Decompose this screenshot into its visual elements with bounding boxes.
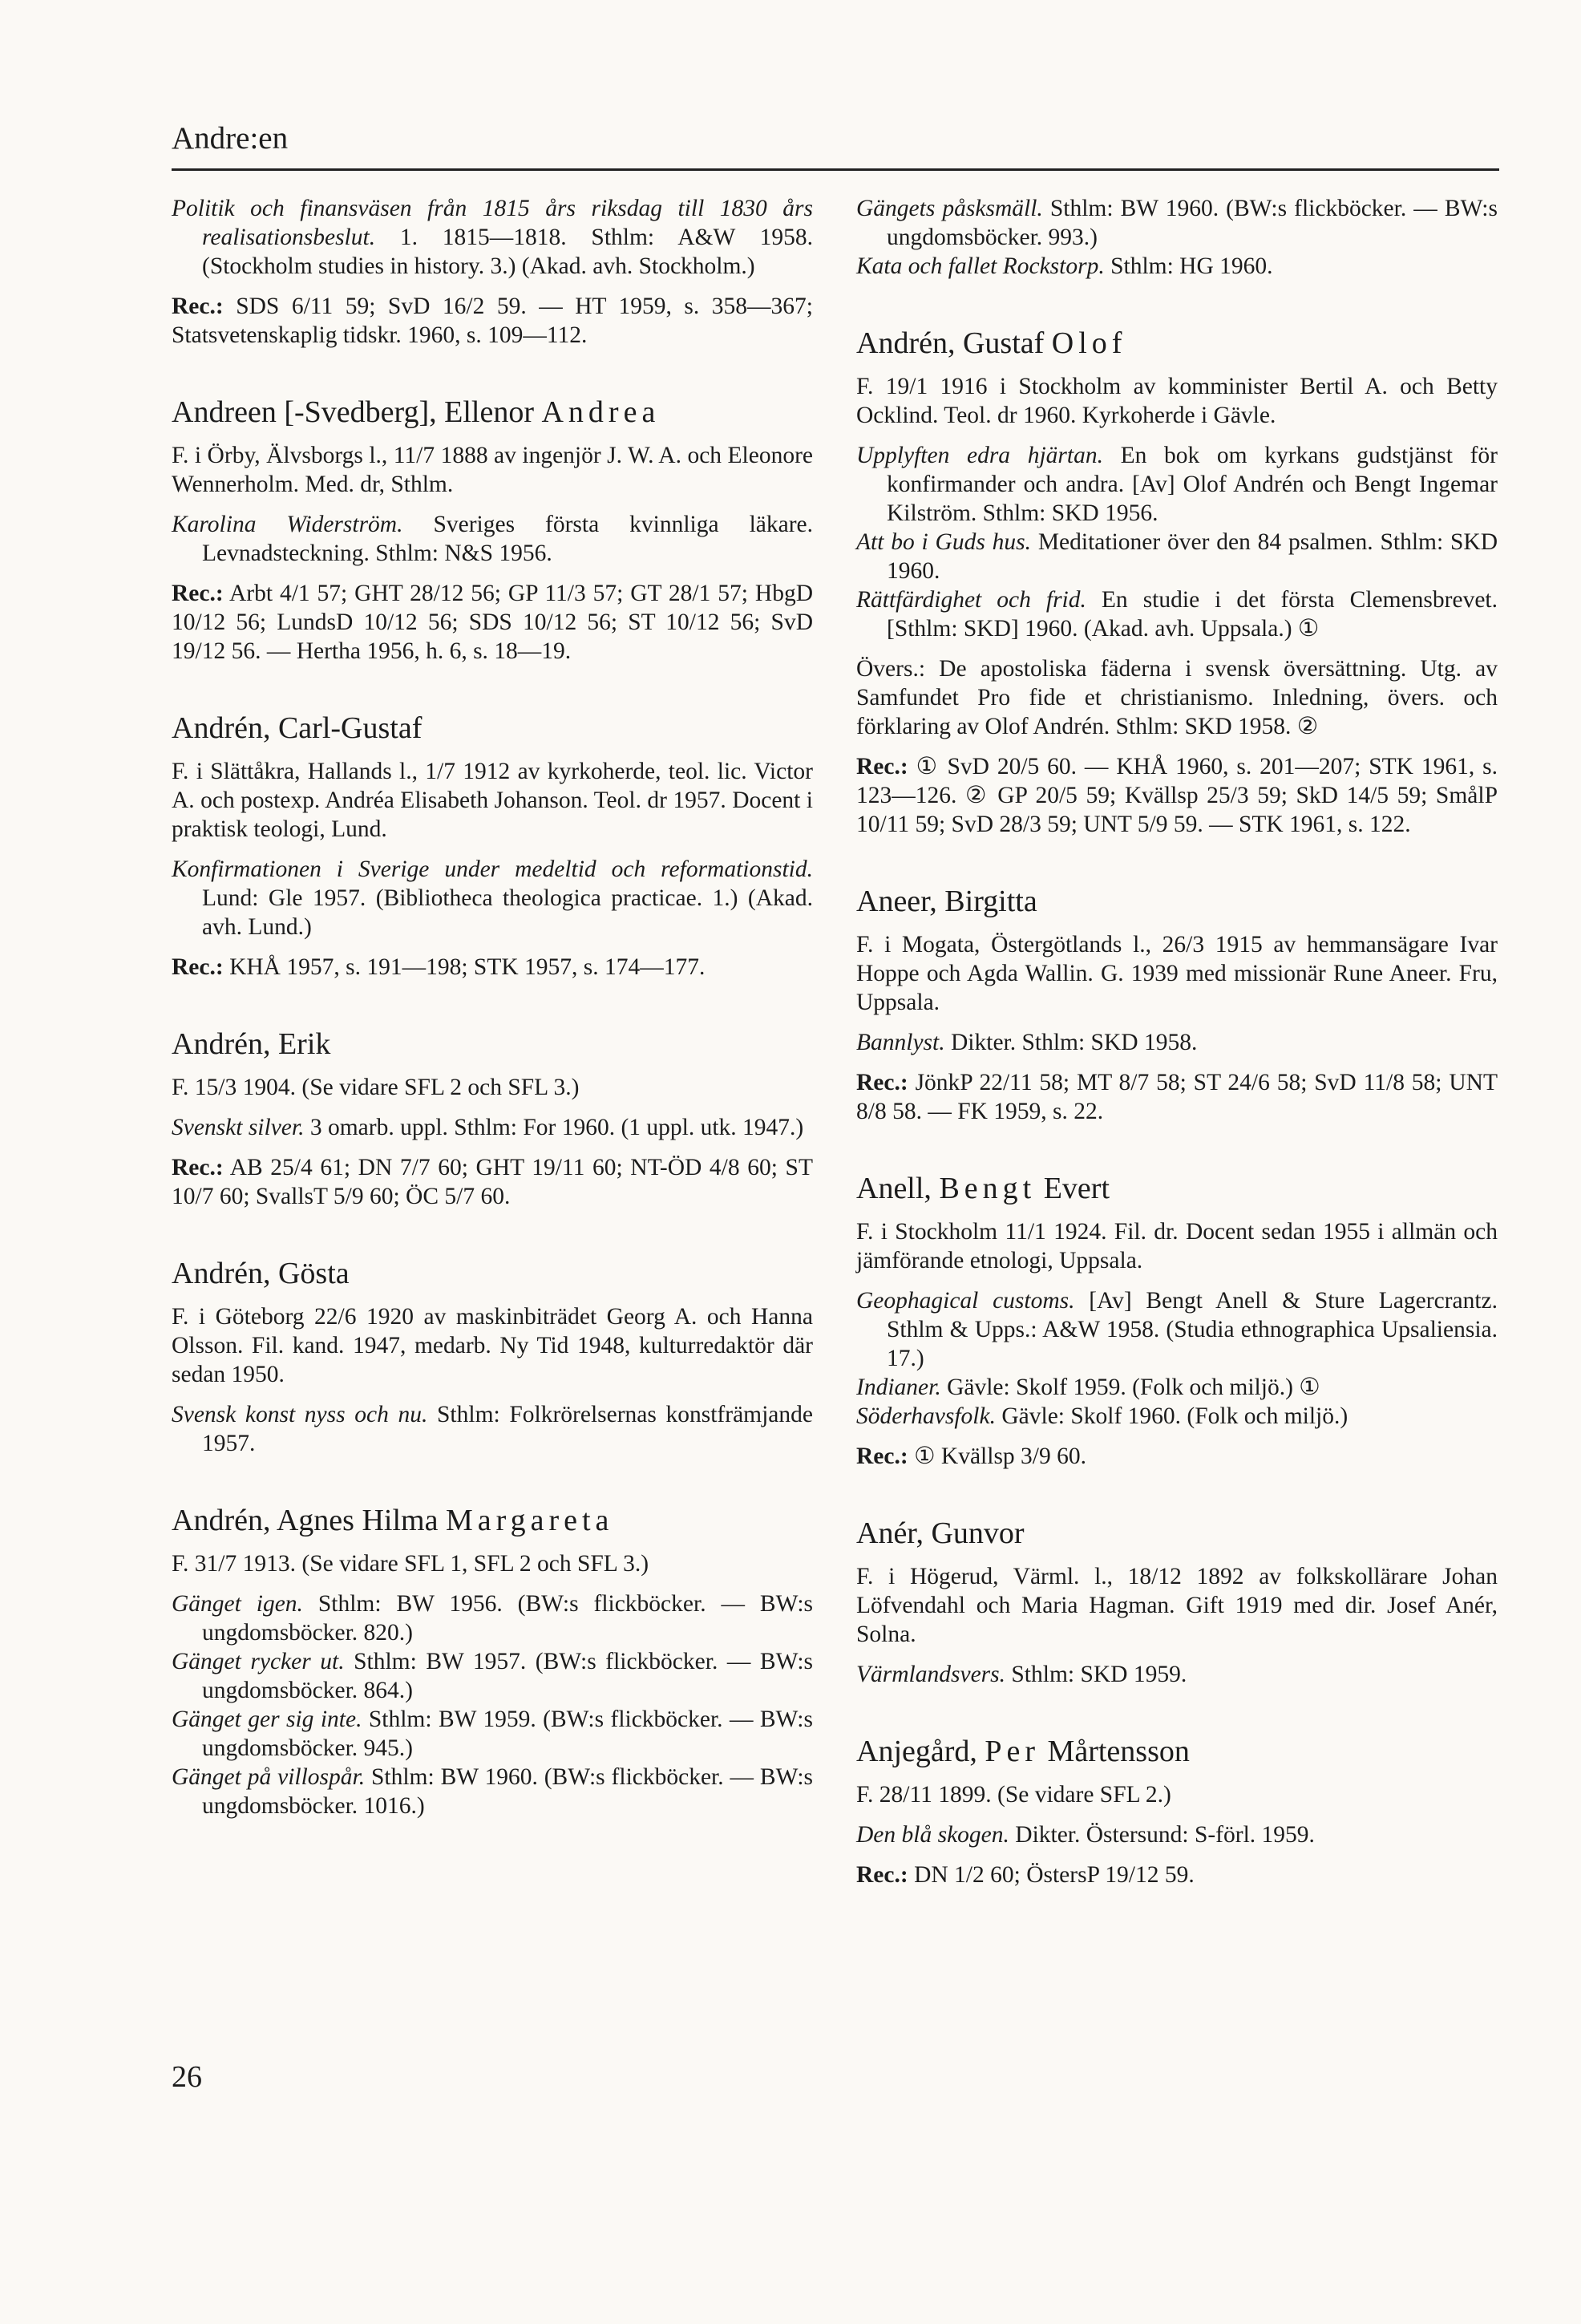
work-details: Dikter. Östersund: S-förl. 1959. — [1009, 1822, 1315, 1848]
work-item — [172, 1400, 813, 1458]
author-name: Andreen [-Svedberg], Ellenor — [172, 395, 542, 429]
bibliography-entry — [856, 1514, 1498, 1689]
work-details: Lund: Gle 1957. (Bibliotheca theologica practicae. 1.) (Akad. avh. Lund.) — [202, 885, 813, 940]
author-given-name: Olof — [1051, 326, 1127, 360]
right-column — [856, 194, 1498, 1933]
author-heading — [172, 1025, 813, 1063]
work-title: Upplyften edra hjärtan. — [856, 443, 1103, 468]
works-list — [856, 194, 1498, 281]
reviews-label: Rec.: — [172, 294, 224, 319]
author-given-name: Bengt — [939, 1172, 1037, 1205]
works-list — [172, 510, 813, 568]
author-heading — [856, 324, 1498, 362]
work-title: Värmlandsvers. — [856, 1662, 1006, 1687]
author-bio: F. 31/7 1913. (Se vidare SFL 1, SFL 2 och SFL 3.) — [172, 1551, 649, 1577]
reviews — [172, 579, 813, 666]
author-heading — [856, 1732, 1498, 1771]
reviews — [172, 1153, 813, 1211]
work-title: Den blå skogen. — [856, 1822, 1009, 1848]
work-title: Söderhavsfolk. — [856, 1403, 996, 1429]
bibliography-entry — [856, 1732, 1498, 1889]
work-details: Gävle: Skolf 1960. (Folk och miljö.) — [995, 1403, 1348, 1429]
work-title: Rättfärdighet och frid. — [856, 587, 1086, 613]
bibliography-entry — [172, 1254, 813, 1458]
bibliography-entry — [856, 882, 1498, 1126]
reviews-text: ① SvD 20/5 60. — KHÅ 1960, s. 201—207; STK 1961, s. 123—126. ② GP 20/5 59; Kvällsp 25/3 59; SkD 14/5 59; SmålP 10/11 59; SvD 28/3 59; UNT 5/9 59. — STK 1961, s. 122. — [856, 754, 1498, 837]
work-title: Bannlyst. — [856, 1030, 945, 1055]
works-list — [856, 1028, 1498, 1057]
work-title: Gänget på villospår. — [172, 1764, 366, 1790]
work-details: Sthlm: BW 1957. (BW:s flickböcker. — BW:s ungdomsböcker. 864.) — [202, 1649, 813, 1703]
author-given-name: Per — [985, 1735, 1041, 1768]
author-name: Aneer, Birgitta — [856, 885, 1037, 918]
work-details: Sthlm: SKD 1959. — [1005, 1662, 1187, 1687]
author-name: Andrén, Carl-Gustaf — [172, 711, 423, 745]
reviews-label: Rec.: — [856, 1070, 908, 1095]
work-item — [856, 1660, 1498, 1689]
work-details: Dikter. Sthlm: SKD 1958. — [944, 1030, 1198, 1055]
author-bio: F. i Slättåkra, Hallands l., 1/7 1912 av kyrkoherde, teol. lic. Victor A. och postexp. Andréa Elisabeth Johanson. Teol. dr 1957. Docent i praktisk teologi, Lund. — [172, 759, 813, 842]
page-number: 26 — [172, 2060, 202, 2094]
left-column — [172, 194, 813, 1864]
reviews — [172, 292, 813, 350]
work-details: Sthlm: BW 1959. (BW:s flickböcker. — BW:s ungdomsböcker. 945.) — [202, 1707, 813, 1761]
work-details: Sveriges första kvinnliga läkare. Levnadsteckning. Sthlm: N&S 1956. — [202, 512, 813, 566]
reviews-label: Rec.: — [172, 1155, 224, 1180]
header-rule — [172, 168, 1499, 171]
reviews — [856, 752, 1498, 839]
author-name-suffix: Evert — [1036, 1172, 1110, 1205]
work-details: 3 omarb. uppl. Sthlm: For 1960. (1 uppl. utk. 1947.) — [304, 1115, 804, 1140]
author-name: Andrén, Agnes Hilma — [172, 1504, 446, 1537]
author-given-name: Andrea — [541, 395, 661, 429]
reviews — [856, 1442, 1498, 1471]
work-details: Sthlm: HG 1960. — [1104, 253, 1273, 279]
reviews-label: Rec.: — [856, 1443, 908, 1469]
bibliography-entry — [856, 194, 1498, 281]
author-heading — [856, 1514, 1498, 1553]
work-title: Svensk konst nyss och nu. — [172, 1402, 428, 1427]
reviews-text: KHÅ 1957, s. 191—198; STK 1957, s. 174—177. — [223, 954, 706, 980]
author-name: Anell, — [856, 1172, 940, 1205]
work-title: Politik och finansväsen från 1815 års riksdag till 1830 års realisationsbeslut. — [172, 196, 813, 250]
author-bio: F. 19/1 1916 i Stockholm av komminister Bertil A. och Betty Ocklind. Teol. dr 1960. Kyrkoherde i Gävle. — [856, 374, 1498, 428]
author-heading — [172, 1501, 813, 1540]
work-details: En studie i det första Clemensbrevet. [Sthlm: SKD] 1960. (Akad. avh. Uppsala.) ① — [887, 587, 1498, 642]
work-item — [856, 252, 1498, 281]
reviews-text: Arbt 4/1 57; GHT 28/12 56; GP 11/3 57; GT 28/1 57; HbgD 10/12 56; LundsD 10/12 56; SDS 10/12 56; ST 10/12 56; SvD 19/12 56. — Hertha 1956, h. 6, s. 18—19. — [172, 581, 813, 664]
bibliography-entry — [172, 1501, 813, 1820]
author-bio: F. i Mogata, Östergötlands l., 26/3 1915 av hemmansägare Ivar Hoppe och Agda Wallin. G. 1939 med missionär Rune Aneer. Fru, Uppsala. — [856, 932, 1498, 1015]
author-bio: F. i Göteborg 22/6 1920 av maskinbiträdet Georg A. och Hanna Olsson. Fil. kand. 1947, medarb. Ny Tid 1948, kulturredaktör där sedan 1950. — [172, 1304, 813, 1387]
work-item — [172, 1763, 813, 1820]
work-details: [Av] Bengt Anell & Sture Lagercrantz. Sthlm & Upps.: A&W 1958. (Studia ethnographica Upsaliensia. 17.) — [887, 1288, 1498, 1371]
work-item — [856, 585, 1498, 643]
running-head: Andre:en — [172, 121, 289, 156]
author-bio: F. 15/3 1904. (Se vidare SFL 2 och SFL 3.) — [172, 1075, 580, 1100]
work-title: Indianer. — [856, 1375, 941, 1400]
author-bio: F. i Stockholm 11/1 1924. Fil. dr. Docent sedan 1955 i allmän och jämförande etnologi, Uppsala. — [856, 1219, 1498, 1273]
work-item — [856, 1373, 1498, 1402]
author-name: Andrén, Gustaf — [856, 326, 1052, 360]
author-name: Anjegård, — [856, 1735, 985, 1768]
work-title: Svenskt silver. — [172, 1115, 305, 1140]
work-item — [172, 194, 813, 281]
work-details: 1. 1815—1818. Sthlm: A&W 1958. (Stockholm studies in history. 3.) (Akad. avh. Stockholm.) — [202, 225, 813, 279]
reviews — [856, 1068, 1498, 1126]
work-item — [172, 1589, 813, 1647]
work-title: Gänget igen. — [172, 1591, 303, 1617]
bibliography-entry — [172, 194, 813, 350]
author-name-suffix: Mårtensson — [1040, 1735, 1190, 1768]
reviews-text: JönkP 22/11 58; MT 8/7 58; ST 24/6 58; SvD 11/8 58; UNT 8/8 58. — FK 1959, s. 22. — [856, 1070, 1498, 1124]
work-title: Geophagical customs. — [856, 1288, 1075, 1314]
work-details: Sthlm: BW 1960. (BW:s flickböcker. — BW:s ungdomsböcker. 1016.) — [202, 1764, 813, 1819]
work-item — [172, 1705, 813, 1763]
works-list — [856, 1820, 1498, 1849]
author-bio: F. i Högerud, Värml. l., 18/12 1892 av folkskollärare Johan Löfvendahl och Maria Hagman. Gift 1919 med dir. Josef Anér, Solna. — [856, 1564, 1498, 1647]
work-item — [172, 510, 813, 568]
work-item — [856, 441, 1498, 528]
reviews — [172, 953, 813, 982]
author-bio: F. i Örby, Älvsborgs l., 11/7 1888 av ingenjör J. W. A. och Eleonore Wennerholm. Med. dr, Sthlm. — [172, 443, 813, 497]
author-heading — [856, 1169, 1498, 1208]
work-item — [856, 1286, 1498, 1373]
reviews-label: Rec.: — [172, 954, 224, 980]
bibliography-entry — [856, 324, 1498, 839]
reviews-label: Rec.: — [856, 754, 908, 779]
work-details: Sthlm: BW 1960. (BW:s flickböcker. — BW:s ungdomsböcker. 993.) — [887, 196, 1498, 250]
works-list — [172, 1589, 813, 1820]
reviews-text: DN 1/2 60; ÖstersP 19/12 59. — [908, 1862, 1195, 1888]
work-details: Sthlm: Folkrörelsernas konstfrämjande 1957. — [202, 1402, 813, 1456]
works-list — [172, 194, 813, 281]
work-title: Gängets påsksmäll. — [856, 196, 1043, 221]
reviews-text: ① Kvällsp 3/9 60. — [908, 1443, 1086, 1469]
works-list — [856, 1660, 1498, 1689]
work-item — [172, 1647, 813, 1705]
bibliography-entry — [172, 1025, 813, 1211]
work-details: Sthlm: BW 1956. (BW:s flickböcker. — BW:s ungdomsböcker. 820.) — [202, 1591, 813, 1646]
works-list — [856, 441, 1498, 643]
author-heading — [172, 393, 813, 431]
author-bio: F. 28/11 1899. (Se vidare SFL 2.) — [856, 1782, 1171, 1808]
author-heading — [172, 1254, 813, 1293]
works-list — [172, 1400, 813, 1458]
reviews-label: Rec.: — [172, 581, 224, 606]
work-details: En bok om kyrkans gudstjänst för konfirmander och andra. [Av] Olof Andrén och Bengt Ingemar Kilström. Sthlm: SKD 1956. — [887, 443, 1498, 526]
reviews — [856, 1860, 1498, 1889]
bibliography-entry — [172, 709, 813, 982]
reviews-text: AB 25/4 61; DN 7/7 60; GHT 19/11 60; NT-ÖD 4/8 60; ST 10/7 60; SvallsT 5/9 60; ÖC 5/7 60. — [172, 1155, 813, 1209]
work-title: Kata och fallet Rockstorp. — [856, 253, 1105, 279]
author-name: Andrén, Erik — [172, 1027, 331, 1061]
translation-note: Övers.: De apostoliska fäderna i svensk översättning. Utg. av Samfundet Pro fide et christianismo. Inledning, övers. och förklaring av Olof Andrén. Sthlm: SKD 1958. ② — [856, 656, 1498, 739]
bibliography-entry — [172, 393, 813, 666]
work-title: Gänget rycker ut. — [172, 1649, 345, 1674]
works-list — [172, 1113, 813, 1142]
work-title: Karolina Widerström. — [172, 512, 403, 537]
work-details: Gävle: Skolf 1959. (Folk och miljö.) ① — [940, 1375, 1320, 1400]
works-list — [856, 1286, 1498, 1431]
work-item — [172, 855, 813, 941]
reviews-text: SDS 6/11 59; SvD 16/2 59. — HT 1959, s. 358—367; Statsvetenskaplig tidskr. 1960, s. 109—112. — [172, 294, 813, 348]
bibliography-entry — [856, 1169, 1498, 1471]
author-heading — [172, 709, 813, 747]
work-details: Meditationer över den 84 psalmen. Sthlm: SKD 1960. — [887, 529, 1498, 584]
work-item — [856, 1028, 1498, 1057]
works-list — [172, 855, 813, 941]
reviews-label: Rec.: — [856, 1862, 908, 1888]
work-item — [856, 528, 1498, 585]
work-item — [856, 194, 1498, 252]
author-heading — [856, 882, 1498, 921]
work-title: Konfirmationen i Sverige under medeltid och reformationstid. — [172, 856, 813, 882]
work-item — [172, 1113, 813, 1142]
work-title: Gänget ger sig inte. — [172, 1707, 362, 1732]
author-given-name: Margareta — [445, 1504, 614, 1537]
work-item — [856, 1820, 1498, 1849]
work-item — [856, 1402, 1498, 1431]
author-name: Andrén, Gösta — [172, 1257, 350, 1290]
author-name: Anér, Gunvor — [856, 1516, 1025, 1550]
work-title: Att bo i Guds hus. — [856, 529, 1032, 555]
